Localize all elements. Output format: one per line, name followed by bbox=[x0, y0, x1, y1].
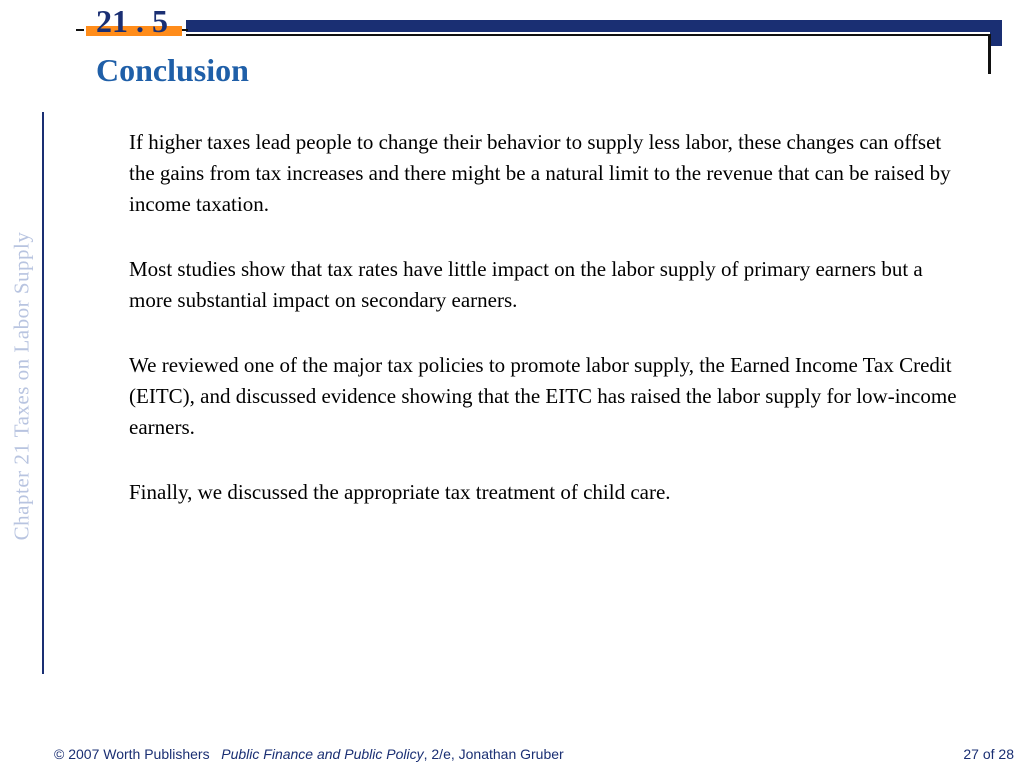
paragraph: We reviewed one of the major tax policies to promote labor supply, the Earned Income Tax Credit (EITC), and discussed evidence showing that the EITC has raised the labor supply for low-income earners. bbox=[129, 353, 957, 439]
chapter-label: Chapter 21 Taxes on Labor Supply bbox=[9, 231, 34, 541]
book-title: Public Finance and Public Policy bbox=[221, 746, 424, 762]
copyright: © 2007 Worth Publishers bbox=[54, 746, 210, 762]
slide-body bbox=[129, 127, 959, 542]
slide-title: Conclusion bbox=[96, 52, 249, 88]
header-rule bbox=[186, 34, 990, 36]
header-bar-corner bbox=[990, 20, 1002, 46]
paragraph: Finally, we discussed the appropriate tax treatment of child care. bbox=[129, 480, 671, 504]
header-bar bbox=[186, 20, 1002, 32]
header-rule-corner bbox=[988, 34, 991, 74]
sidebar-rule bbox=[42, 112, 44, 674]
book-edition: , 2/e, Jonathan Gruber bbox=[423, 746, 564, 762]
section-dash-left bbox=[76, 29, 84, 31]
page-number: 27 of 28 bbox=[963, 746, 1014, 762]
paragraph: If higher taxes lead people to change their behavior to supply less labor, these changes can offset the gains from tax increases and there might be a natural limit to the revenue that can be raised by income taxation. bbox=[129, 130, 951, 216]
footer-citation bbox=[54, 746, 564, 762]
paragraph: Most studies show that tax rates have little impact on the labor supply of primary earners but a more substantial impact on secondary earners. bbox=[129, 257, 923, 312]
section-number: 21 . 5 bbox=[86, 6, 182, 36]
footer bbox=[54, 746, 1014, 766]
section-dash-right bbox=[182, 29, 188, 31]
